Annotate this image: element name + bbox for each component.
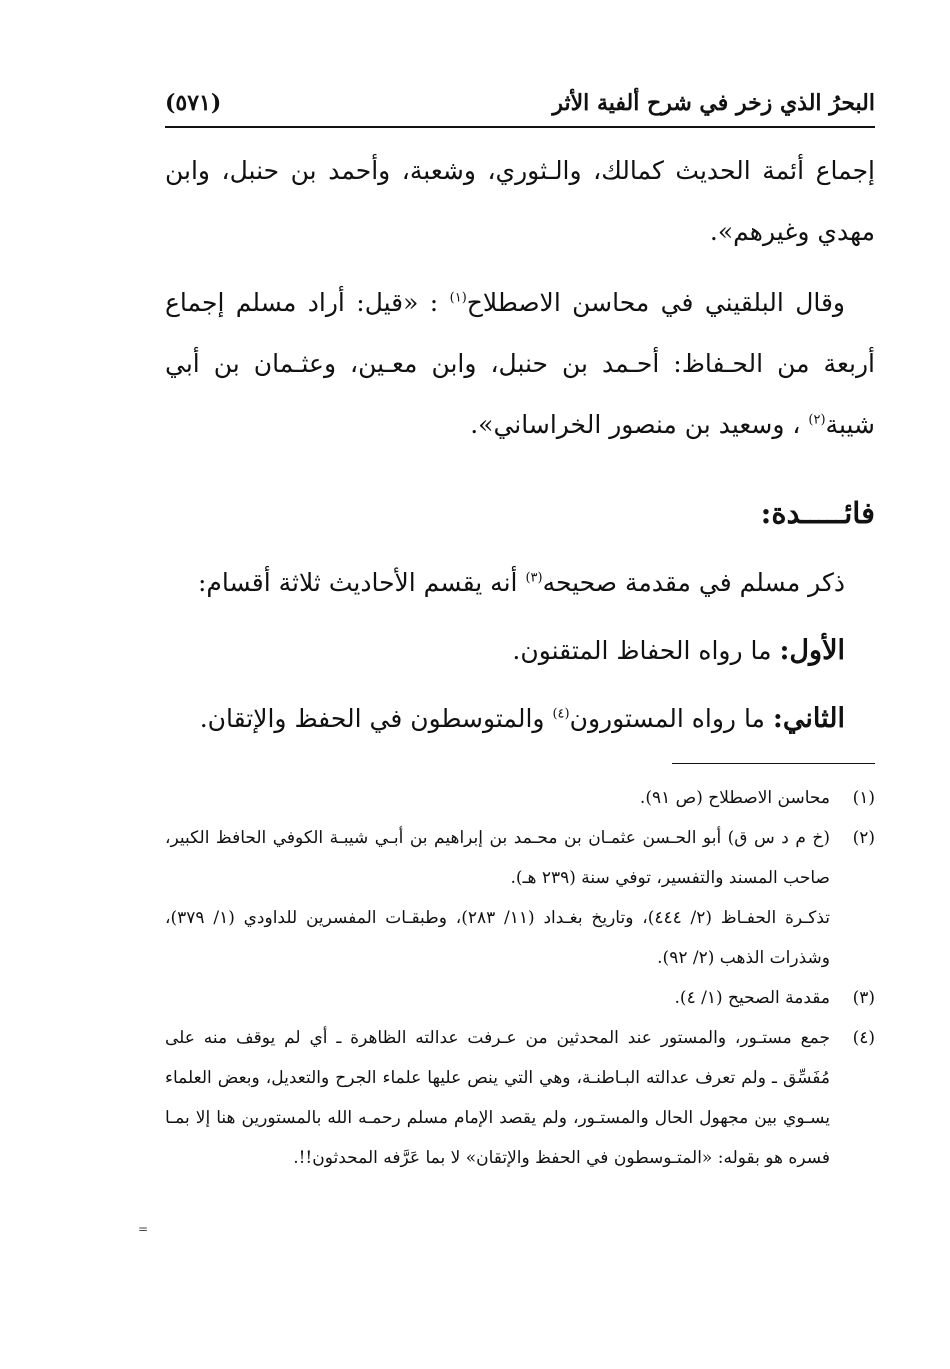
list-item-second-text-b: والمتوسطون في الحفظ والإتقان.	[199, 704, 553, 733]
footnote-text: تذكـرة الحفـاظ (٢/ ٤٤٤)، وتاريخ بغـداد (١١/ ٢٨٣)، وطبقـات المفسرين للداودي (١/ ٣٧٩)، وشذرات الذهب (٢/ ٩٢).	[165, 908, 831, 968]
paragraph-1: إجماع أئمة الحديث كمالك، والـثوري، وشعبة، وأحمد بن حنبل، وابن مهدي وغيرهم».	[165, 156, 875, 246]
list-item-second-label: الثاني:	[772, 703, 845, 734]
footnote-number: (١)	[852, 788, 875, 808]
footnote-text: مقدمة الصحيح (١/ ٤).	[674, 988, 830, 1008]
paragraph-2	[165, 272, 875, 455]
footnote-ref-1: (١)	[449, 290, 467, 306]
footnote-3	[165, 978, 875, 1018]
list-item-first-label: الأول:	[779, 635, 845, 666]
footnote-number: (٤)	[852, 1028, 875, 1048]
main-text	[165, 140, 875, 749]
footnote-body	[165, 818, 830, 978]
page-number: (٥٧١)	[165, 90, 222, 116]
paragraph-3	[165, 553, 875, 613]
footnote-4	[165, 1018, 875, 1178]
footnote-text: (خ م د س ق) أبو الحـسن عثمـان بن محـمد بن إبراهيم بن أبـي شيبـة الكوفي الحافظ الكبير، صاحب المسند والتفسير، توفي سنة (٢٣٩ هـ).	[165, 828, 830, 888]
footnote-1	[165, 778, 875, 818]
list-item-second-text-a: ما رواه المستورون	[569, 704, 773, 733]
margin-mark: =	[138, 1222, 149, 1236]
footnote-body	[165, 778, 830, 818]
footnote-ref-3: (٣)	[525, 570, 543, 586]
paragraph-2-text-c: ، وسعيد بن منصور الخراساني».	[470, 410, 809, 439]
footnote-text: جمع مستـور، والمستور عند المحدثين من عـرفت عدالته الظاهرة ـ أي لم يوقف منه على مُفَسِّق ـ ولم تعرف عدالته البـاطنـة، وهي التي ينص عليها علماء الجرح والتعديل، وبعض العلماء يسـوي بين مجهول الحال والمستـور، ولم يقصد الإمام مسلم رحمـه الله بالمستورين هنا إلا بمـا فسره هو بقوله: «المتـوسطون في الحفظ والإتقان» لا بما عَرَّفه المحدثون!!.	[165, 1028, 830, 1168]
list-item-first-text: ما رواه الحفاظ المتقنون.	[512, 636, 780, 665]
footnote-number: (٣)	[852, 988, 875, 1008]
footnote-body	[165, 1018, 830, 1178]
section-heading: فائـــــدة:	[760, 496, 875, 530]
paragraph-3-text-b: أنه يقسم الأحاديث ثلاثة أقسام:	[197, 568, 526, 597]
footnotes	[165, 778, 875, 1178]
header-rule	[165, 126, 875, 128]
footnote-body	[165, 978, 830, 1018]
footnote-separator	[672, 763, 875, 764]
footnote-ref-2: (٢)	[808, 412, 826, 428]
footnote-2	[165, 818, 875, 978]
paragraph-3-text-a: ذكر مسلم في مقدمة صحيحه	[542, 568, 845, 597]
footnote-text: محاسن الاصطلاح (ص ٩١).	[639, 788, 830, 808]
paragraph-2-text-a: وقال البلقيني في محاسن الاصطلاح	[466, 288, 845, 317]
footnote-ref-4: (٤)	[552, 706, 570, 722]
running-header	[165, 90, 875, 120]
list-item-first	[165, 621, 875, 681]
list-item-second	[165, 689, 875, 749]
paragraph-2-text-b: : «قيل: أراد مسلم إجماع أربعة من الحـفاظ: أحـمد بن حنبل، وابن معـين، وعثـمان بن أبي شيبة	[165, 288, 875, 439]
book-title: البحرُ الذي زخر في شرح ألفية الأثر	[552, 90, 875, 116]
footnote-number: (٢)	[852, 828, 875, 848]
